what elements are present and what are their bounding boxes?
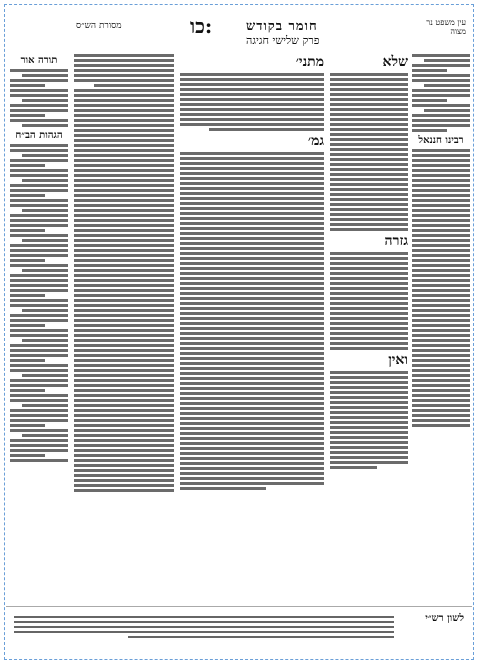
rabbeinu-chananel-heading: רבינו חננאל — [418, 135, 464, 146]
footnote-area — [6, 606, 472, 659]
page-header — [0, 8, 480, 48]
opening-word: שלא — [382, 54, 408, 70]
gemara-column — [180, 52, 324, 600]
left-margin-column — [10, 52, 68, 600]
rashi-column — [330, 52, 408, 600]
daf-number: כו: — [190, 14, 213, 38]
footnote-label: לשון רש״י — [425, 613, 464, 624]
masoret-hashas-label: מסורת הש״ס — [76, 21, 122, 31]
tractate-name: חגיגה — [246, 34, 269, 47]
ein-mishpat-label: עין משפט נר מצוה — [426, 18, 466, 36]
perek-text: פרק שלישי — [272, 34, 320, 47]
hagahot-heading: הגהות הב״ח — [15, 130, 63, 141]
torah-or-heading: תורה אור — [20, 55, 58, 66]
big-word: גזרה — [384, 233, 408, 249]
tosafot-column — [74, 52, 174, 600]
gemara-label: גמ׳ — [307, 133, 324, 149]
tractate-title: חומר בקודש — [246, 19, 318, 34]
right-margin-column — [412, 52, 470, 600]
footnote-text-lines — [14, 613, 394, 641]
perek-label — [246, 34, 320, 47]
opening-word-2: ואין — [388, 352, 408, 368]
mishna-label: מתני׳ — [295, 54, 324, 70]
